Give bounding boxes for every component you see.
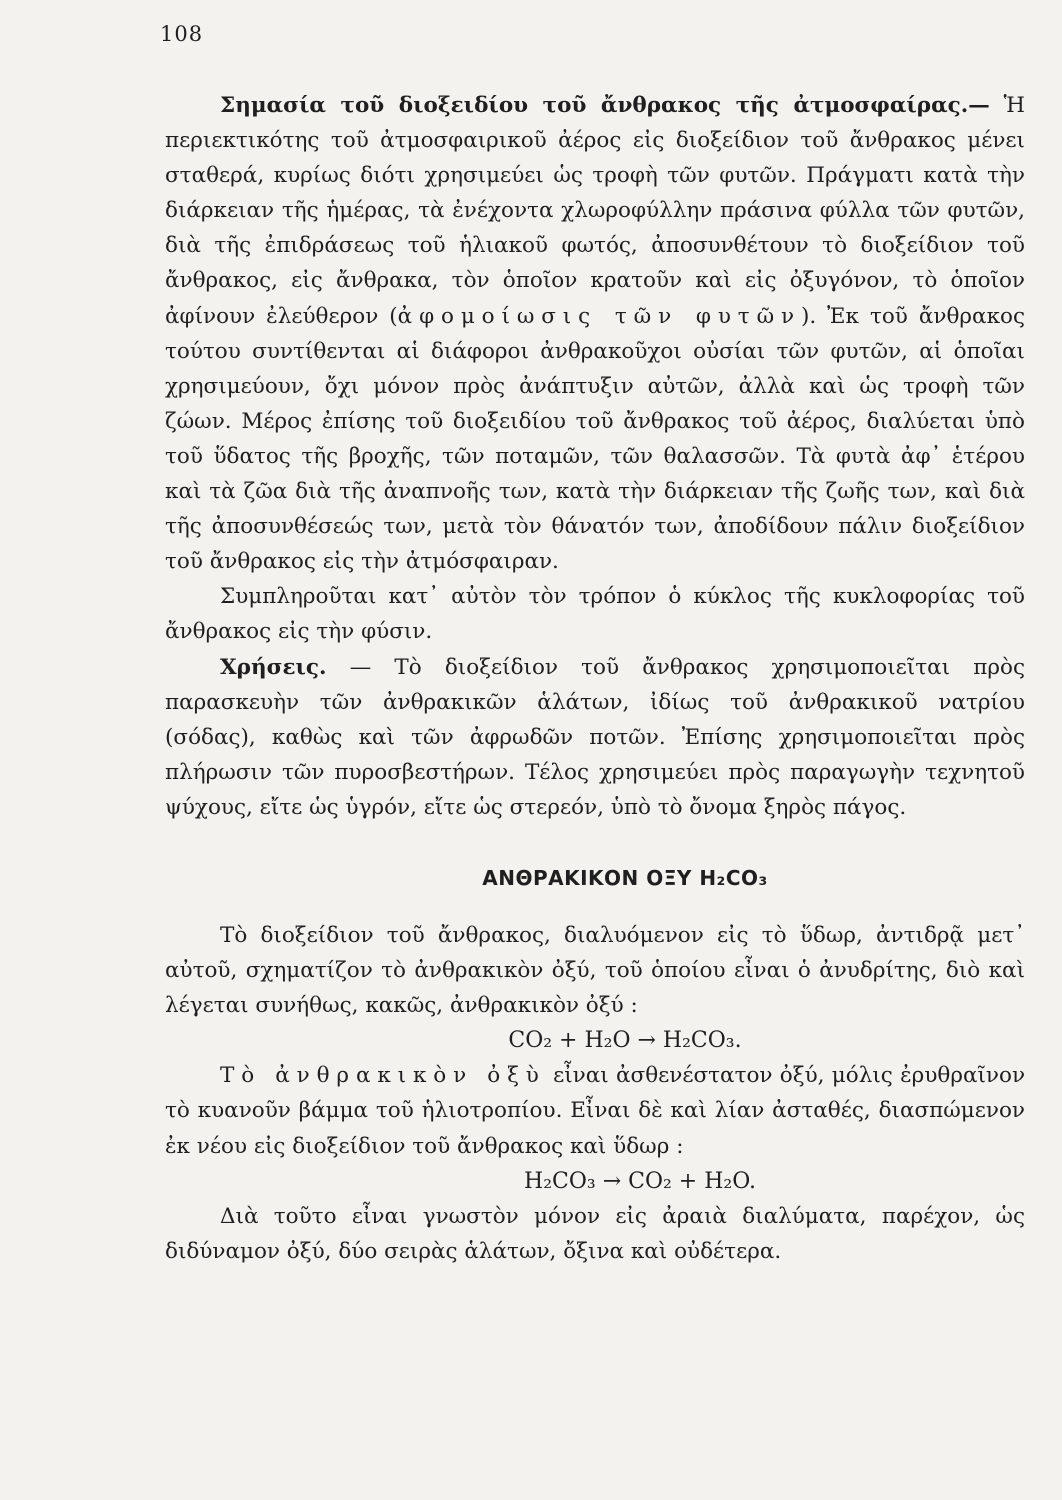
carbonic-acid-properties <box>165 1058 1025 1163</box>
importance-text-end: ). Ἐκ τοῦ ἄνθρακος τούτου συντίθενται αἱ διάφοροι ἀνθρακοῦχοι οὐσίαι τῶν φυτῶν, αἱ ὁποῖαι χρησιμεύουν, ὄχι μόνον πρὸς ἀνάπτυξιν αὐτῶν, ἀλλὰ καὶ ὡς τροφὴ τῶν ζώων. Μέρος ἐπίσης τοῦ διοξειδίου τοῦ ἄνθρακος τοῦ ἀέρος, διαλύεται ὑπὸ τοῦ ὕδατος τῆς βροχῆς, τῶν ποταμῶν, τῶν θαλασσῶν. Τὰ φυτὰ ἀφ᾽ ἑτέρου καὶ τὰ ζῶα διὰ τῆς ἀναπνοῆς των, κατὰ τὴν διάρκειαν τῆς ζωῆς των, καὶ διὰ τῆς ἀποσυνθέσεώς των, μετὰ τὸν θάνατόν των, ἀποδίδουν πάλιν διοξείδιον τοῦ ἄνθρακος εἰς τὴν ἀτμόσφαιραν. <box>165 303 1025 575</box>
uses-heading: Χρήσεις. <box>220 654 327 680</box>
page-number: 108 <box>160 22 204 46</box>
carbonic-acid-term: Τὸ ἀνθρακικὸν ὀξὺ <box>220 1063 546 1089</box>
properties-text: εἶναι ἀσθενέστατον ὀξύ, μόλις ἐρυθραῖνον τὸ κυανοῦν βάμμα τοῦ ἡλιοτροπίου. Εἶναι δὲ καὶ λίαν ἀσταθές, διασπώμενον ἐκ νέου εἰς διοξείδιον τοῦ ἄνθρακος καὶ ὕδωρ : <box>165 1063 1026 1159</box>
equation-formation: CO₂ + H₂O → H₂CO₃. <box>508 1028 742 1054</box>
assimilation-term: ἀφομοίωσις τῶν φυτῶν <box>397 303 801 329</box>
carbonic-acid-intro: Τὸ διοξείδιον τοῦ ἄνθρακος, διαλυόμενον εἰς τὸ ὕδωρ, ἀντιδρᾷ μετ᾽ αὐτοῦ, σχηματίζον τὸ ἀνθρακικὸν ὀξύ, τοῦ ὁποίου εἶναι ὁ ἀνυδρίτης, διὸ καὶ λέγεται συνήθως, κακῶς, ἀνθρακικὸν ὀξύ : <box>165 923 1025 1019</box>
uses-text: — Τὸ διοξείδιον τοῦ ἄνθρακος χρησιμοποιεῖται πρὸς παρασκευὴν τῶν ἀνθρακικῶν ἁλάτων, ἰδίως τοῦ ἀνθρακικοῦ νατρίου (σόδας), καθὼς καὶ τῶν ἀφρωδῶν ποτῶν. Ἐπίσης χρησιμοποιεῖται πρὸς πλήρωσιν τῶν πυροσβεστήρων. Τέλος χρησιμεύει πρὸς παραγωγὴν τεχνητοῦ ψύχους, εἴτε ὡς ὑγρόν, εἴτε ὡς στερεόν, ὑπὸ τὸ ὄνομα ξηρὸς πάγος. <box>165 654 1025 820</box>
carbonic-acid-title: ΑΝΘΡΑΚΙΚΟΝ ΟΞΥ H₂CO₃ <box>482 865 768 890</box>
salts-paragraph: Διὰ τοῦτο εἶναι γνωστὸν μόνον εἰς ἀραιὰ διαλύματα, παρέχον, ὡς διδύναμον ὀξύ, δύο σειρὰς ἁλάτων, ὄξινα καὶ οὐδέτερα. <box>165 1203 1025 1264</box>
page-body <box>165 88 1025 1269</box>
section-importance-paragraph <box>165 88 1025 579</box>
carbon-cycle-paragraph: Συμπληροῦται κατ᾽ αὐτὸν τὸν τρόπον ὁ κύκλος τῆς κυκλοφορίας τοῦ ἄνθρακος εἰς τὴν φύσιν. <box>165 584 1025 645</box>
importance-text-start: Ἡ περιεκτικότης τοῦ ἀτμοσφαιρικοῦ ἀέρος εἰς διοξείδιον τοῦ ἄνθρακος μένει σταθερά, κυρίως διότι χρησιμεύει ὡς τροφὴ τῶν φυτῶν. Πράγματι κατὰ τὴν διάρκειαν τῆς ἡμέρας, τὰ ἐνέχοντα χλωροφύλλην πράσινα φύλλα τῶν φυτῶν, διὰ τῆς ἐπιδράσεως τοῦ ἡλιακοῦ φωτός, ἀποσυνθέτουν τὸ διοξείδιον τοῦ ἄνθρακος, εἰς ἄνθρακα, τὸν ὁποῖον κρατοῦν καὶ εἰς ὀξυγόνον, τὸ ὁποῖον ἀφίνουν ἐλεύθερον ( <box>165 93 1025 329</box>
uses-paragraph <box>165 650 1025 825</box>
equation-decomposition: H₂CO₃ → CO₂ + H₂O. <box>524 1168 756 1194</box>
section-importance-heading: Σημασία τοῦ διοξειδίου τοῦ ἄνθρακος τῆς ἀτμοσφαίρας.— <box>220 93 990 118</box>
